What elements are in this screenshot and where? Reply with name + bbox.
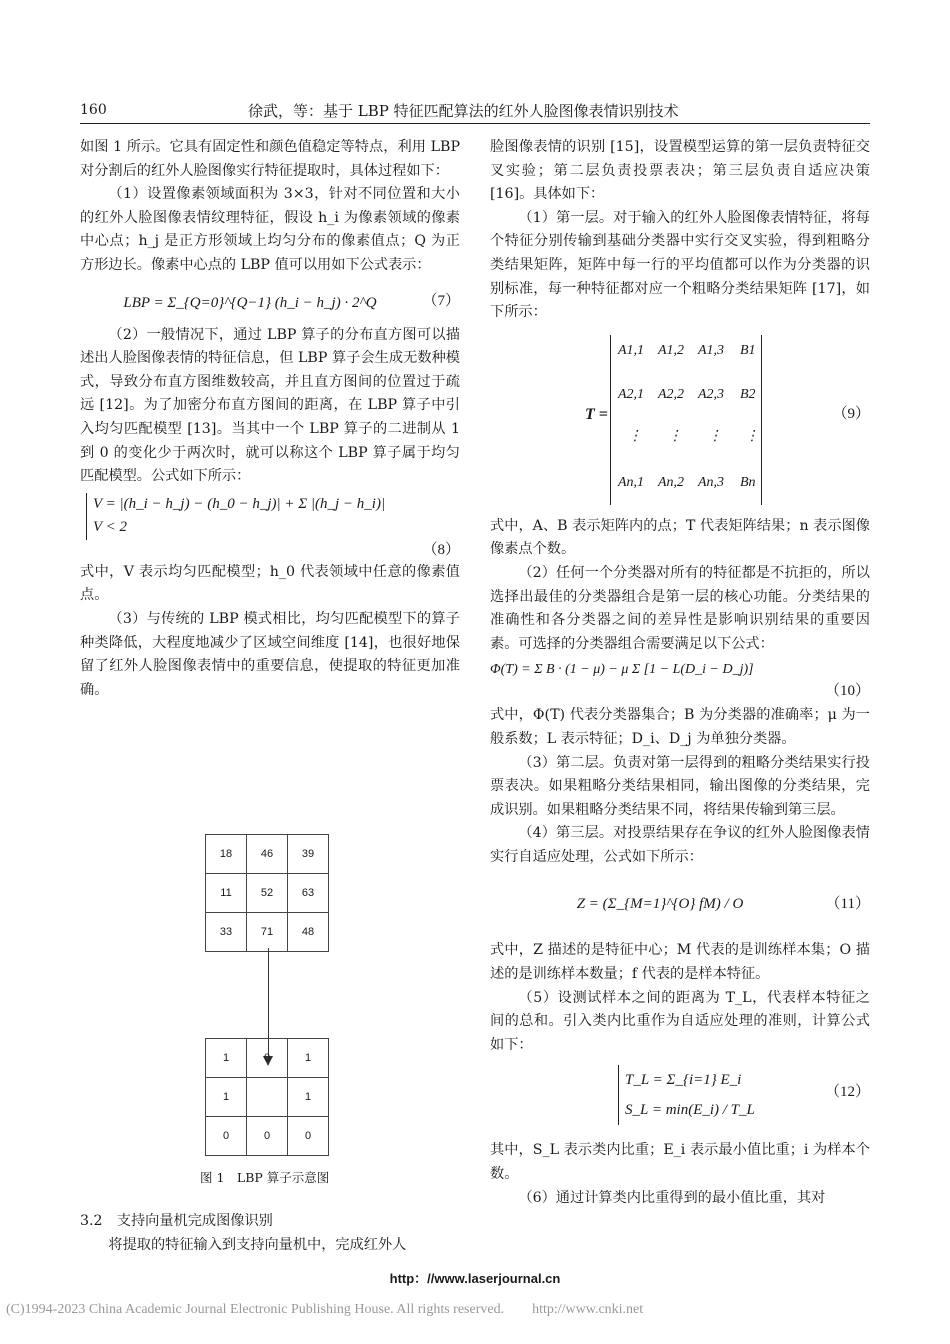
- page-number: 160: [80, 102, 107, 118]
- equation-number: （9）: [832, 405, 870, 422]
- matrix-cell: A1,1: [618, 342, 645, 358]
- equation-9: [490, 329, 870, 511]
- grid-cell: 11: [206, 874, 247, 913]
- paragraph: 式中，Φ(T) 代表分类器集合；B 为分类器的准确率；μ 为一般系数；L 表示特征；D_i、D_j 为单独分类器。: [490, 707, 870, 747]
- paragraph: （2）任何一个分类器对所有的特征都是不抗拒的，所以选择出最佳的分类器组合是第一层的核心功能。分类结果的准确性和各分类器之间的差异性是影响识别结果的重要因素。可选择的分类器组合需要满足以下公式：: [490, 564, 870, 652]
- paragraph: 式中，A、B 表示矩阵内的点；T 代表矩阵结果；n 表示图像像素点个数。: [490, 517, 870, 558]
- paragraph: （4）第三层。对投票结果存在争议的红外人脸图像表情实行自适应处理，公式如下所示：: [490, 825, 870, 865]
- lbp-output-grid: [205, 1038, 329, 1156]
- equation-number: （8）: [422, 541, 460, 558]
- matrix-cell: A1,2: [658, 342, 685, 358]
- footer-url[interactable]: http：//www.laserjournal.cn: [389, 1271, 561, 1286]
- matrix-cell: ⋮: [668, 428, 682, 444]
- grid-cell: 1: [206, 1078, 247, 1117]
- matrix-cell: A1,3: [698, 342, 725, 358]
- matrix-cell: An,2: [658, 474, 685, 490]
- lbp-input-grid: [205, 834, 329, 952]
- matrix-cell: B2: [740, 386, 756, 402]
- grid-cell: 39: [288, 835, 329, 874]
- paragraph: （6）通过计算类内比重得到的最小值比重，其对: [518, 1189, 826, 1206]
- grid-cell: 0: [288, 1117, 329, 1156]
- grid-cell: 71: [247, 913, 288, 952]
- equation-body: LBP = Σ_{Q=0}^{Q−1} (h_i − h_j) · 2^Q: [123, 294, 377, 311]
- matrix-cell: An,3: [698, 474, 725, 490]
- matrix-cell: A2,2: [658, 386, 685, 402]
- grid-cell: 52: [247, 874, 288, 913]
- equation-body: Z = (Σ_{M=1}^{O} fM) / O: [576, 896, 744, 913]
- matrix-cell: A2,1: [618, 386, 645, 402]
- paragraph: （1）第一层。对于输入的红外人脸图像表情特征，将每个特征分别传输到基础分类器中实行交叉实验，得到粗略分类结果矩阵，矩阵中每一行的平均值都可以作为分类器的识别标准，每一种特征都对应一个粗略分类结果矩阵 [17]，如下所示：: [490, 209, 870, 321]
- equation-line: V < 2: [93, 519, 128, 536]
- equation-11: [490, 869, 870, 939]
- equation-10: [490, 656, 870, 704]
- matrix-cell: ⋮: [745, 428, 759, 444]
- grid-cell: 1: [288, 1039, 329, 1078]
- grid-cell: 48: [288, 913, 329, 952]
- equation-number: （10）: [824, 683, 870, 700]
- equation-8: [80, 489, 460, 561]
- matrix-cell: ⋮: [708, 428, 722, 444]
- figure-caption: 图 1 LBP 算子示意图: [200, 1170, 330, 1185]
- grid-cell: 0: [206, 1117, 247, 1156]
- equation-body: Φ(T) = Σ B · (1 − μ) − μ Σ [1 − L(D_i − D_j)]: [490, 662, 754, 678]
- paragraph: （3）第二层。负责对第一层得到的粗略分类结果实行投票表决。如果粗略分类结果相同，输出图像的分类结果，完成识别。如果粗略分类结果不同，将结果传输到第三层。: [490, 754, 870, 818]
- header-rule: [80, 123, 870, 124]
- left-column: [80, 136, 460, 702]
- equation-line: V = |(h_i − h_j) − (h_0 − h_j)| + Σ |(h_j − h_i)|: [93, 495, 386, 512]
- matrix-cell: A2,3: [698, 386, 725, 402]
- grid-cell: 46: [247, 835, 288, 874]
- matrix-label: T =: [585, 405, 608, 423]
- equation-number: （7）: [422, 292, 460, 309]
- equation-7: [80, 278, 460, 324]
- paragraph: 式中，Z 描述的是特征中心；M 代表的是训练样本集；O 描述的是训练样本数量；f 代表的是样本特征。: [490, 942, 870, 983]
- running-title: 徐武，等：基于 LBP 特征匹配算法的红外人脸图像表情识别技术: [248, 102, 679, 120]
- equation-number: （11）: [825, 896, 870, 913]
- right-column: [490, 136, 870, 1210]
- matrix-cell: Bn: [740, 474, 756, 490]
- grid-cell: 63: [288, 874, 329, 913]
- paragraph: 将提取的特征输入到支持向量机中，完成红外人: [108, 1236, 407, 1253]
- copyright-notice: (C)1994-2023 China Academic Journal Electronic Publishing House. All rights reserved. http://www.cnki.net: [6, 1302, 644, 1317]
- paragraph: 式中，V 表示均匀匹配模型；h_0 代表领域中任意的像素值点。: [80, 563, 460, 604]
- paragraph: （2）一般情况下，通过 LBP 算子的分布直方图可以描述出人脸图像表情的特征信息，但 LBP 算子会生成无数种模式，导致分布直方图维数较高，并且直方图间的位置过于疏远 [12]。为了加密分布直方图间的距离，在 LBP 算子中引入均匀匹配模型 [13]。当其中一个 LBP 算子的二进制从 1 到 0 的变化少于两次时，就可以称这个 LBP 算子属于均匀匹配模型。公式如下所示：: [80, 326, 460, 485]
- grid-cell: 0: [247, 1039, 288, 1078]
- equation-line: T_L = Σ_{i=1} E_i: [625, 1072, 742, 1089]
- paragraph: （5）设测试样本之间的距离为 T_L，代表样本特征之间的总和。引入类内比重作为自适应处理的准则，计算公式如下：: [490, 989, 870, 1053]
- grid-cell: 1: [288, 1078, 329, 1117]
- matrix-cell: An,1: [618, 474, 645, 490]
- matrix-cell: ⋮: [628, 428, 642, 444]
- paragraph: （3）与传统的 LBP 模式相比，均匀匹配模型下的算子种类降低，大程度地减少了区域空间维度 [14]，也很好地保留了红外人脸图像表情中的重要信息，使提取的特征更加准确。: [80, 610, 460, 698]
- paragraph: 脸图像表情的识别 [15]，设置模型运算的第一层负责特征交叉实验；第二层负责投票表决；第三层负责自适应决策 [16]。具体如下：: [490, 139, 870, 203]
- equation-12: [490, 1057, 870, 1139]
- paragraph: 如图 1 所示。它具有固定性和颜色值稳定等特点，利用 LBP 对分割后的红外人脸图像实行特征提取时，具体过程如下：: [80, 139, 460, 179]
- equation-brace: [86, 493, 460, 540]
- grid-cell: 1: [206, 1039, 247, 1078]
- left-column-bottom: [80, 1210, 460, 1257]
- section-title: 3.2 支持向量机完成图像识别: [80, 1213, 273, 1229]
- paragraph: 其中，S_L 表示类内比重；E_i 表示最小值比重；i 为样本个数。: [490, 1142, 870, 1183]
- matrix-cell: B1: [740, 342, 756, 358]
- paragraph: （1）设置像素领域面积为 3×3，针对不同位置和大小的红外人脸图像表情纹理特征，假设 h_i 为像素领域的像素中心点；h_j 是正方形领域上均匀分布的像素值点；Q 为正方形边长。像素中心点的 LBP 值可以用如下公式表示：: [80, 186, 460, 273]
- equation-brace: [618, 1065, 810, 1125]
- equation-line: S_L = min(E_i) / T_L: [625, 1102, 755, 1119]
- grid-cell: 18: [206, 835, 247, 874]
- equation-number: （12）: [824, 1084, 870, 1101]
- grid-cell: 0: [247, 1117, 288, 1156]
- grid-cell: 33: [206, 913, 247, 952]
- grid-cell: [247, 1078, 288, 1117]
